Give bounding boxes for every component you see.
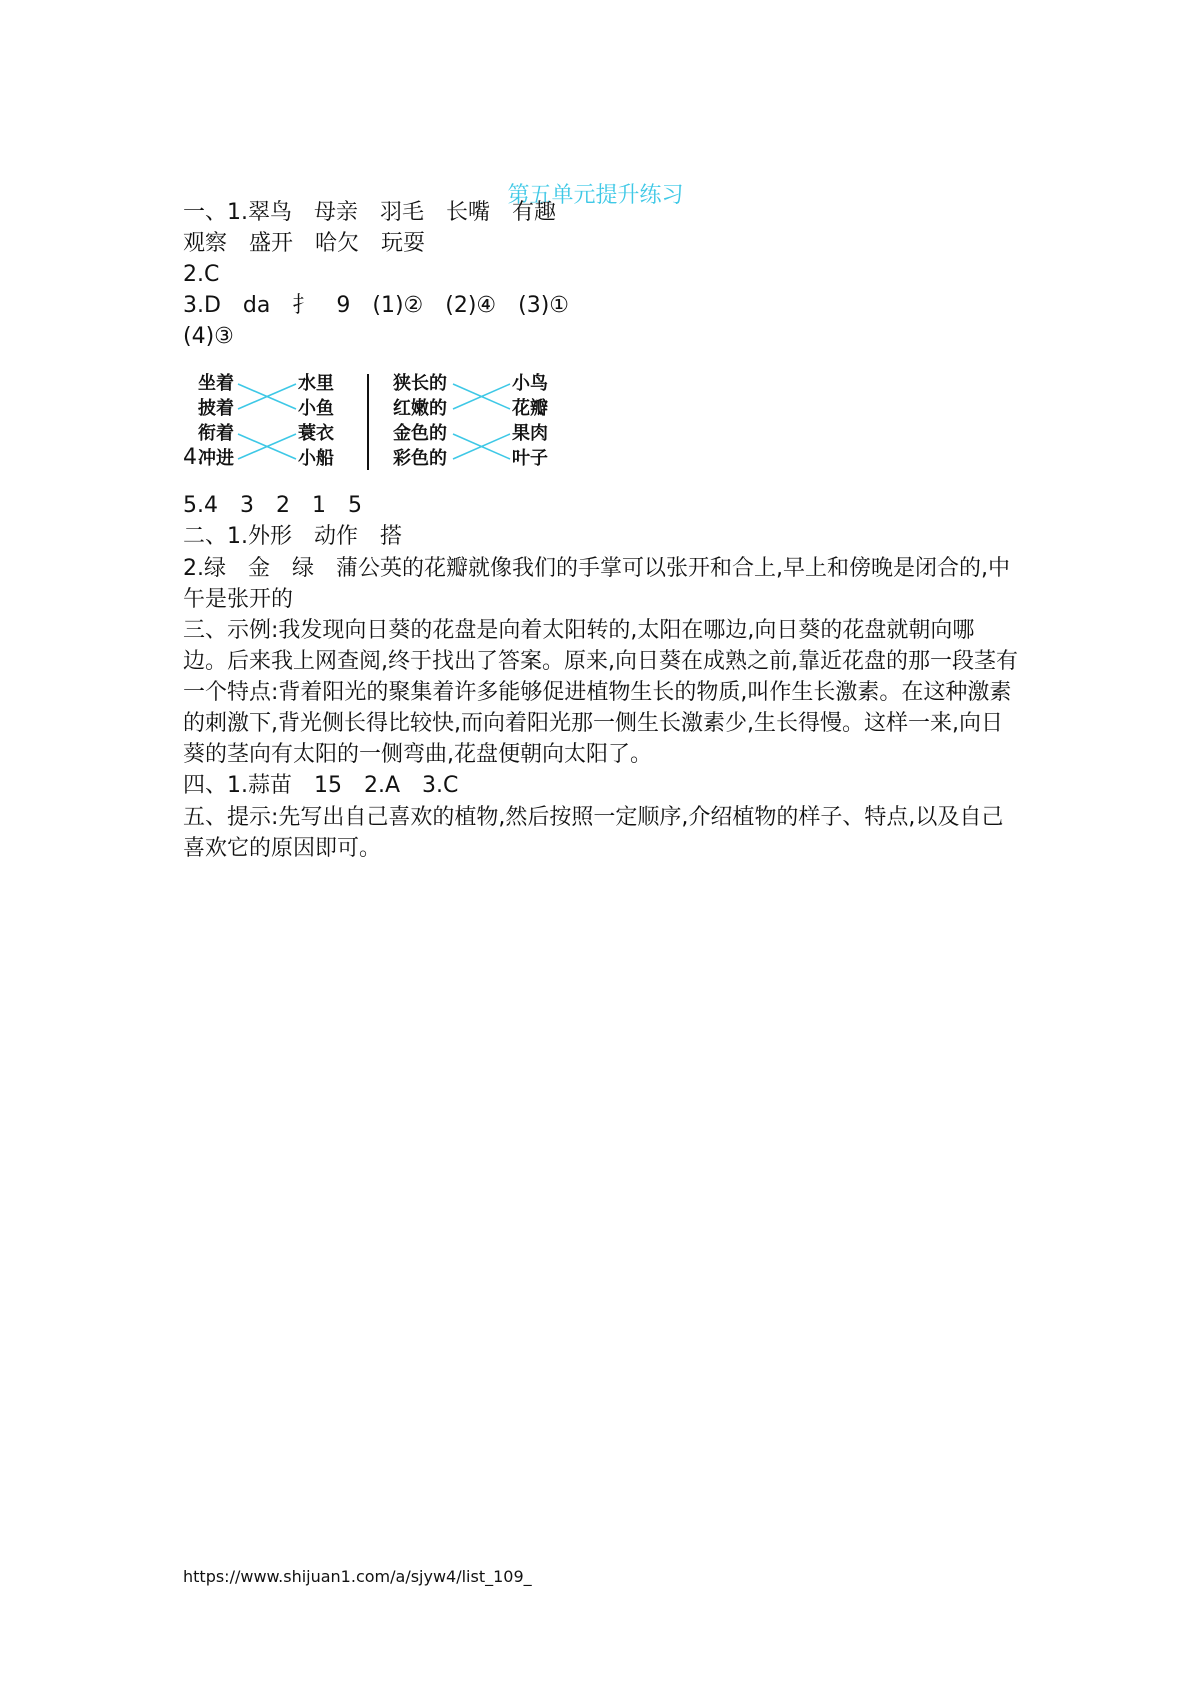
match-left-b-1: 水里 (298, 373, 334, 394)
answer-1-2: 2.C (183, 262, 220, 287)
match-right-b-4: 叶子 (512, 448, 548, 469)
footer-url: https://www.shijuan1.com/a/sjyw4/list_109_ (183, 1567, 532, 1586)
answer-1-1a: 一、1.翠鸟 母亲 羽毛 长嘴 有趣 (183, 200, 556, 225)
answer-1-3b: (4)③ (183, 324, 234, 349)
match-right-b-1: 小鸟 (512, 373, 548, 394)
match-left-b-3: 蓑衣 (298, 423, 334, 444)
match-right-a-1: 狭长的 (393, 373, 447, 394)
match-right-a-3: 金色的 (393, 423, 447, 444)
answer-3: 三、示例:我发现向日葵的花盘是向着太阳转的,太阳在哪边,向日葵的花盘就朝向哪边。后来我上网查阅,终于找出了答案。原来,向日葵在成熟之前,靠近花盘的那一段茎有一个特点:背着阳光的聚集着许多能够促进植物生长的物质,叫作生长激素。在这种激素的刺激下,背光侧长得比较快,而向着阳光那一侧生长激素少,生长得慢。这样一来,向日葵的茎向有太阳的一侧弯曲,花盘便朝向太阳了。 (183, 618, 1018, 767)
answer-1-4-label: 4. (183, 445, 204, 470)
page-title: 第五单元提升练习 (507, 183, 684, 208)
match-right-a-2: 红嫩的 (393, 398, 447, 419)
match-right-a-4: 彩色的 (393, 448, 447, 469)
matching-lines (198, 372, 568, 472)
match-left-a-2: 披着 (198, 398, 234, 419)
match-left-b-4: 小船 (298, 448, 334, 469)
match-left-a-3: 衔着 (198, 423, 234, 444)
match-right-b-3: 果肉 (512, 423, 548, 444)
answer-5: 五、提示:先写出自己喜欢的植物,然后按照一定顺序,介绍植物的样子、特点,以及自己喜欢它的原因即可。 (183, 805, 1004, 861)
answer-1-5: 5.4 3 2 1 5 (183, 493, 362, 518)
match-left-a-1: 坐着 (198, 373, 234, 394)
match-left-a-4: 冲进 (198, 448, 234, 469)
answer-2-2: 2.绿 金 绿 蒲公英的花瓣就像我们的手掌可以张开和合上,早上和傍晚是闭合的,中午是张开的 (183, 556, 1010, 612)
answer-1-3a: 3.D da 扌 9 (1)② (2)④ (3)① (183, 293, 570, 318)
matching-diagram (198, 372, 568, 472)
answer-4: 四、1.蒜苗 15 2.A 3.C (183, 773, 459, 798)
match-left-b-2: 小鱼 (298, 398, 334, 419)
answer-2-1: 二、1.外形 动作 搭 (183, 524, 402, 549)
match-right-b-2: 花瓣 (512, 398, 548, 419)
answer-1-1b: 观察 盛开 哈欠 玩耍 (183, 231, 426, 256)
